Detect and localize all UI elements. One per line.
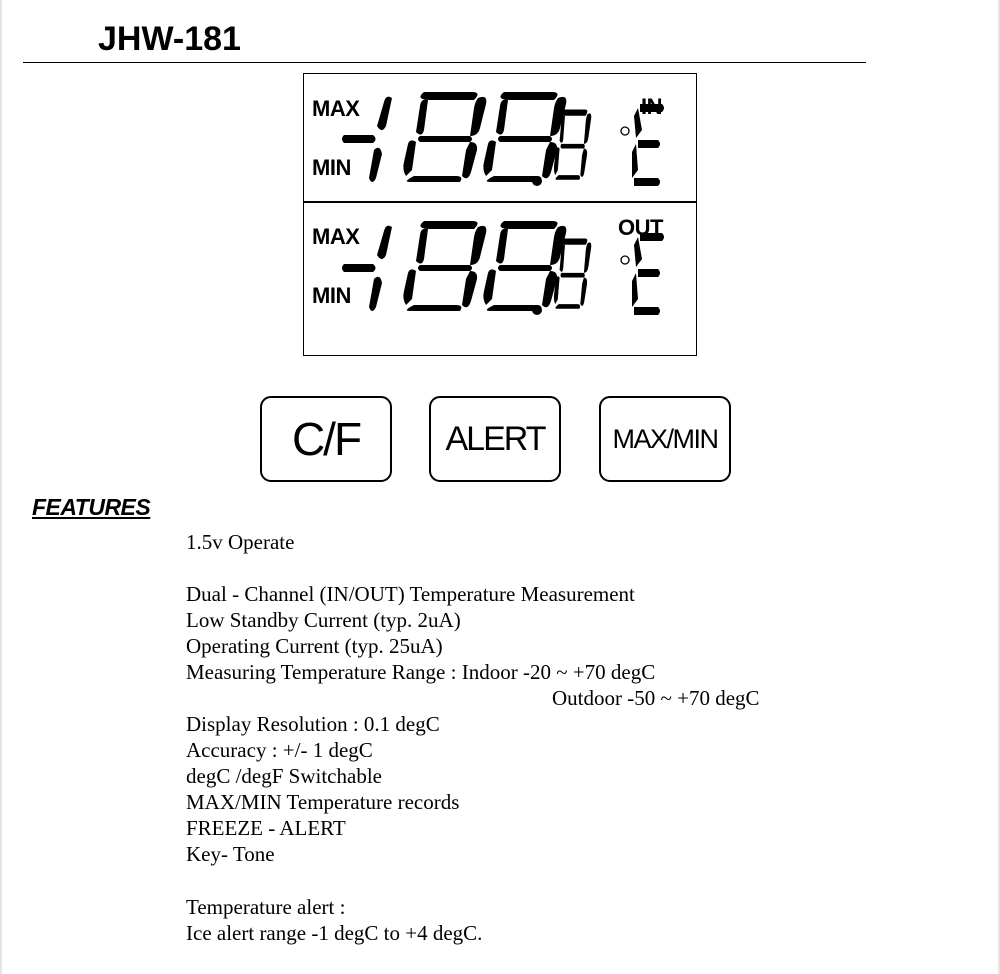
alert-button-label: ALERT — [445, 419, 545, 458]
cf-button-label: C/F — [291, 413, 361, 465]
feature-item: MAX/MIN Temperature records — [186, 790, 460, 814]
maxmin-button-label: MAX/MIN — [612, 423, 718, 454]
title-divider — [23, 62, 866, 63]
feature-item: Display Resolution : 0.1 degC — [186, 712, 440, 736]
indoor-max-label: MAX — [312, 96, 360, 121]
feature-item: Low Standby Current (typ. 2uA) — [186, 608, 461, 632]
lcd-display — [303, 73, 697, 356]
feature-item: degC /degF Switchable — [186, 764, 382, 788]
indoor-channel-label: IN — [641, 94, 662, 119]
page-edge-left — [0, 0, 2, 974]
feature-item: FREEZE - ALERT — [186, 816, 346, 840]
feature-item: Key- Tone — [186, 842, 275, 866]
lcd-digits-outdoor — [342, 221, 664, 315]
outdoor-min-label: MIN — [312, 283, 351, 308]
features-heading: FEATURES — [32, 494, 151, 520]
outdoor-max-label: MAX — [312, 224, 360, 249]
feature-item: Accuracy : +/- 1 degC — [186, 738, 373, 762]
alert-button[interactable] — [429, 396, 561, 482]
lcd-digits-indoor — [342, 92, 664, 186]
feature-item: Outdoor -50 ~ +70 degC — [552, 686, 760, 710]
feature-item: Measuring Temperature Range : Indoor -20 ~ +70 degC — [186, 660, 656, 684]
cf-button[interactable] — [260, 396, 392, 482]
feature-item: 1.5v Operate — [186, 530, 295, 554]
indoor-min-label: MIN — [312, 155, 351, 180]
feature-item: Dual - Channel (IN/OUT) Temperature Measurement — [186, 582, 635, 606]
maxmin-button[interactable] — [599, 396, 731, 482]
page-title: JHW-181 — [98, 20, 241, 58]
feature-item: Operating Current (typ. 25uA) — [186, 634, 443, 658]
feature-item: Temperature alert : — [186, 895, 346, 919]
feature-item: Ice alert range -1 degC to +4 degC. — [186, 921, 483, 945]
outdoor-channel-label: OUT — [618, 215, 663, 240]
